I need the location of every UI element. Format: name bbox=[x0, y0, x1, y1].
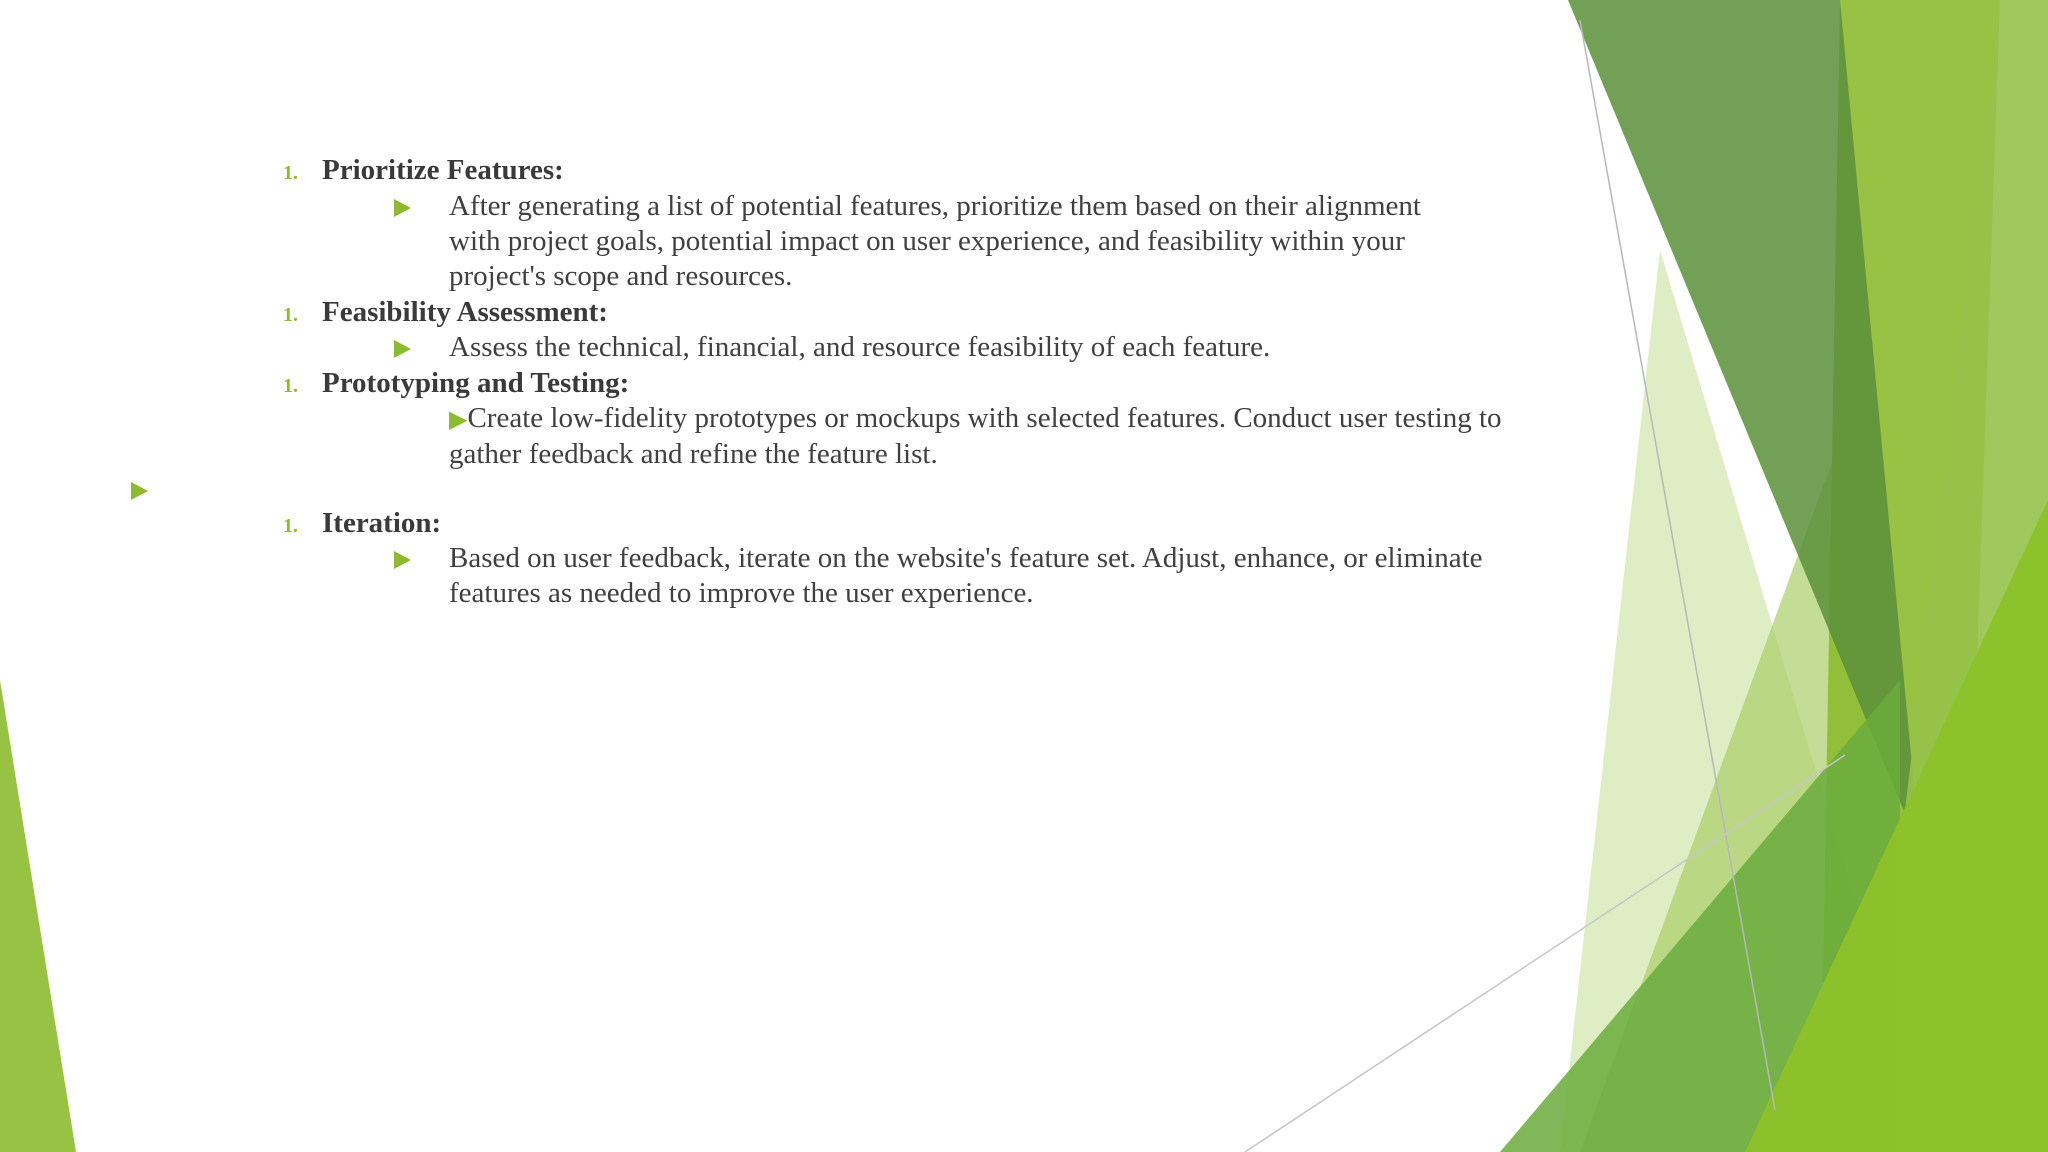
empty-bullet-arrow-icon bbox=[131, 482, 148, 500]
heading-text: Prioritize Features: bbox=[322, 154, 564, 186]
bullet-arrow-icon bbox=[394, 199, 411, 217]
list-number: 1. bbox=[283, 375, 298, 397]
body-line: with project goals, potential impact on user experience, and feasibility within your bbox=[449, 225, 1405, 257]
body-line: features as needed to improve the user experience. bbox=[449, 577, 1034, 609]
section-heading-iteration bbox=[283, 505, 441, 544]
body-line: Create low-fidelity prototypes or mockups with selected features. Conduct user testing to bbox=[467, 402, 1502, 434]
bullet-arrow-icon bbox=[394, 340, 411, 358]
body-line: project's scope and resources. bbox=[449, 260, 793, 292]
bullet-arrow-icon bbox=[394, 551, 411, 569]
heading-text: Feasibility Assessment: bbox=[322, 296, 608, 328]
list-number: 1. bbox=[283, 304, 298, 326]
section-heading-feasibility bbox=[283, 294, 608, 333]
body-line: After generating a list of potential features, prioritize them based on their alignment bbox=[449, 190, 1421, 222]
section-heading-prototyping bbox=[283, 365, 629, 404]
body-line: Assess the technical, financial, and resource feasibility of each feature. bbox=[449, 331, 1271, 363]
body-line: gather feedback and refine the feature list. bbox=[449, 438, 938, 470]
list-number: 1. bbox=[283, 515, 298, 537]
section-heading-prioritize bbox=[283, 152, 564, 191]
body-line-with-arrow bbox=[449, 401, 1502, 439]
bullet-arrow-icon: ▶ bbox=[449, 407, 468, 433]
heading-text: Prototyping and Testing: bbox=[322, 367, 630, 399]
heading-text: Iteration: bbox=[322, 507, 442, 539]
list-number: 1. bbox=[283, 162, 298, 184]
body-line: Based on user feedback, iterate on the website's feature set. Adjust, enhance, or eliminate bbox=[449, 542, 1483, 574]
